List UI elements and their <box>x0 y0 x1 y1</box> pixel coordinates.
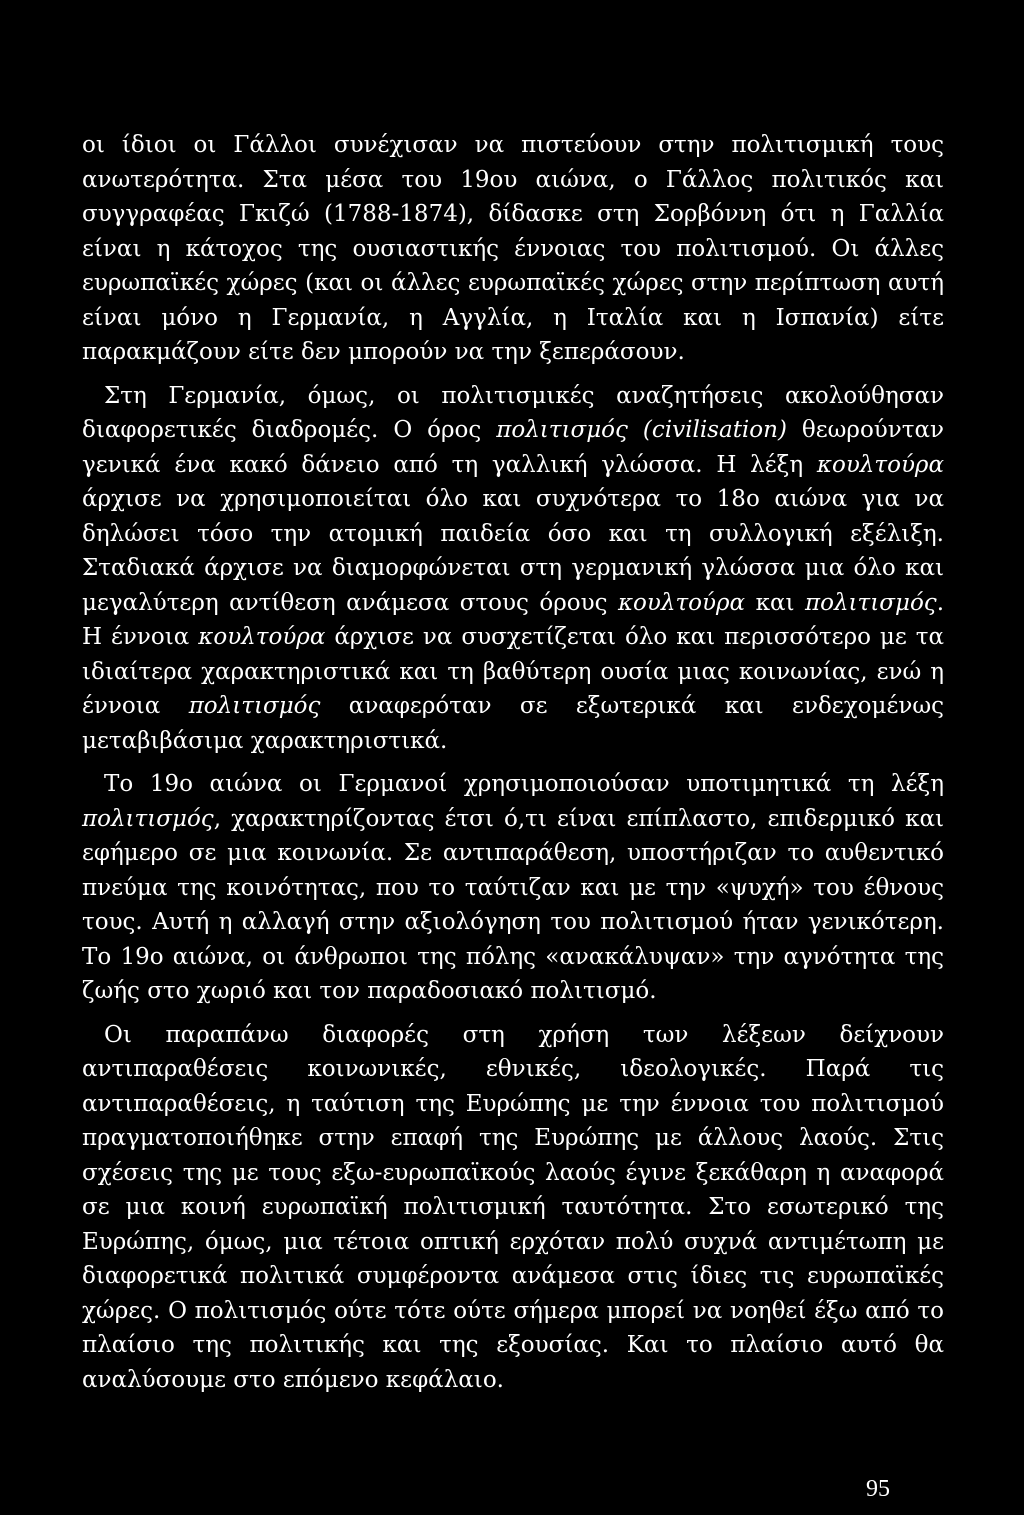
text-segment: και <box>745 589 805 616</box>
term-koultoura: κουλτούρα <box>816 451 944 478</box>
term-politismos: πολιτισμός <box>805 589 937 616</box>
text-segment: άρχισε να συσχετίζεται όλο και περισσότερο με τα ιδιαίτερα χαρακτηριστικά και τη βαθύτερη ουσία μιας κοινωνίας, ενώ η έννοια <box>82 624 944 719</box>
text-segment <box>628 417 643 443</box>
text-segment: , χαρακτηρίζοντας έτσι ό,τι είναι επίπλαστο, επιδερμικό και εφήμερο σε μια κοινωνία. Σε αντιπαράθεση, υποστήριζαν το αυθεντικό πνεύμα της κοινότητας, που το ταύτιζαν και με την «ψυχή» του έθνους τους. Αυτή η αλλαγή στην αξιολόγηση του πολιτισμού ήταν γενικότερη. Το 19ο αιώνα, οι άνθρωποι της πόλης «ανακάλυψαν» την αγνότητα της ζωής στο χωριό και τον παραδοσιακό πολιτισμό. <box>82 805 944 1004</box>
paragraph-1-text: οι ίδιοι οι Γάλλοι συνέχισαν να πιστεύουν στην πολιτισμική τους ανωτερότητα. Στα μέσα του 19ου αιώνα, ο Γάλλος πολιτικός και συγγραφέας Γκιζώ (1788-1874), δίδασκε στη Σορβόννη ότι η Γαλλία είναι η κάτοχος της ουσιαστικής έννοιας του πολιτισμού. Οι άλλες ευρωπαϊκές χώρες (και οι άλλες ευρωπαϊκές χώρες στην περίπτωση αυτή είναι μόνο η Γερμανία, η Αγγλία, η Ιταλία και η Ισπανία) είτε παρακμάζουν είτε δεν μπορούν να την ξεπεράσουν. <box>82 132 944 365</box>
text-segment: Το 19ο αιώνα οι Γερμανοί χρησιμοποιούσαν υποτιμητικά τη λέξη <box>104 771 944 797</box>
text-segment: . Η έννοια <box>82 589 944 650</box>
paragraph-4 <box>82 1018 944 1398</box>
text-segment: Στη Γερμανία, όμως, οι πολιτισμικές αναζητήσεις ακολούθησαν διαφορετικές διαδρομές. Ο όρος <box>82 382 944 443</box>
paragraph-4-text: Οι παραπάνω διαφορές στη χρήση των λέξεων δείχνουν αντιπαραθέσεις κοινωνικές, εθνικές, ιδεολογικές. Παρά τις αντιπαραθέσεις, η ταύτιση της Ευρώπης με την έννοια του πολιτισμού πραγματοποιήθηκε στην επαφή της Ευρώπης με άλλους λαούς. Στις σχέσεις της με τους εξω-ευρωπαϊκούς λαούς έγινε ξεκάθαρη η αναφορά σε μια κοινή ευρωπαϊκή πολιτισμική ταυτότητα. Στο εσωτερικό της Ευρώπης, όμως, μια τέτοια οπτική ερχόταν πολύ συχνά αντιμέτωπη με διαφορετικά πολιτικά συμφέροντα ανάμεσα στις ίδιες τις ευρωπαϊκές χώρες. Ο πολιτισμός ούτε τότε ούτε σήμερα μπορεί να νοηθεί έξω από το πλαίσιο της πολιτικής και της εξουσίας. Και το πλαίσιο αυτό θα αναλύσουμε στο επόμενο κεφάλαιο. <box>82 1021 944 1393</box>
page-number: 95 <box>866 1476 890 1502</box>
text-segment: θεωρούνταν γενικά ένα κακό δάνειο από τη γαλλική γλώσσα. Η λέξη <box>82 417 945 478</box>
term-politismos: πολιτισμός <box>82 805 214 832</box>
paragraph-2 <box>82 379 944 759</box>
term-politismos: πολιτισμός <box>188 693 321 719</box>
paragraph-3 <box>82 767 944 1009</box>
text-segment: άρχισε να χρησιμοποιείται όλο και συχνότερα το 18ο αιώνα για να δηλώσει τόσο την ατομική παιδεία όσο και τη συλλογική εξέλιξη. Σταδιακά άρχισε να διαμορφώνεται στη γερμανική γλώσσα μια όλο και μεγαλύτερη αντίθεση ανάμεσα στους όρους <box>82 486 944 616</box>
paragraph-1 <box>82 128 944 370</box>
term-civilisation: (civilisation) <box>642 417 787 443</box>
text-segment: αναφερόταν σε εξωτερικά και ενδεχομένως μεταβιβάσιμα χαρακτηριστικά. <box>82 693 944 754</box>
body-text <box>82 128 944 1397</box>
term-koultoura: κουλτούρα <box>198 624 326 650</box>
term-koultoura: κουλτούρα <box>617 589 746 616</box>
term-politismos: πολιτισμός <box>496 417 628 443</box>
